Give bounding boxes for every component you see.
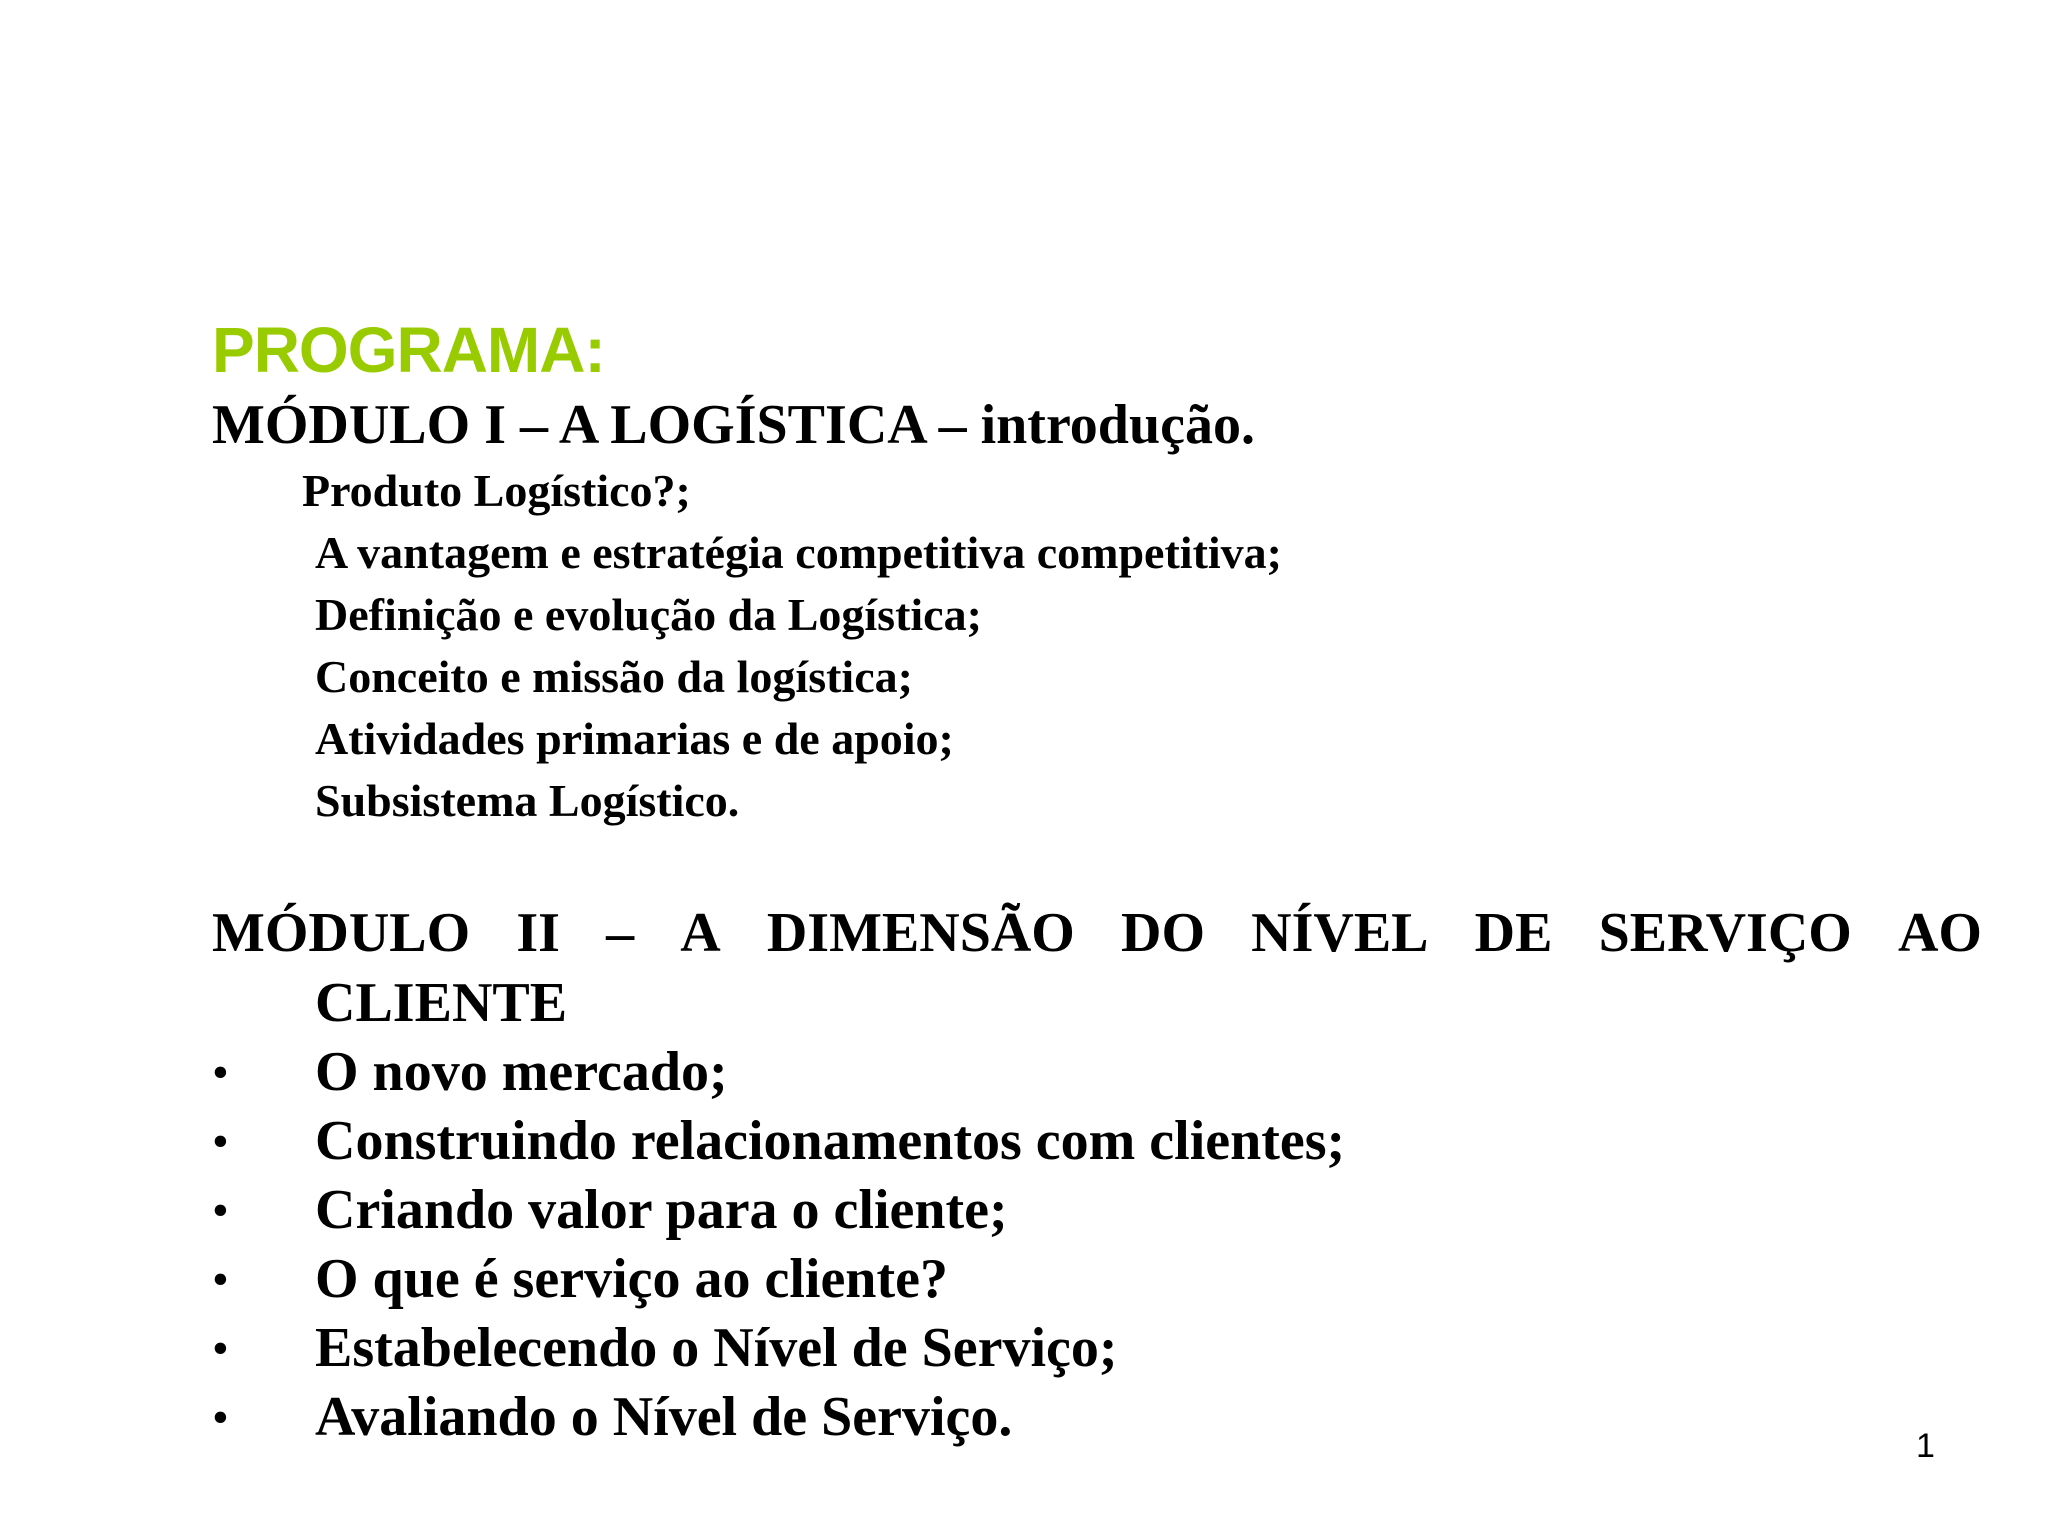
module-2-title-line-1 (212, 898, 1982, 968)
page-number: 1 (1916, 1427, 1935, 1465)
list-item (0, 1383, 2048, 1452)
module-2-title-word: DE (1474, 902, 1553, 964)
list-item (0, 1245, 2048, 1314)
slide-heading: PROGRAMA: (212, 314, 605, 386)
module-2-title-word: AO (1897, 902, 1982, 964)
bullet-text: Criando valor para o cliente; (315, 1179, 1008, 1241)
module-2-title-word: SERVIÇO (1598, 902, 1852, 964)
module-1-topic: Atividades primarias e de apoio; (315, 713, 954, 764)
module-1-topic: Definição e evolução da Logística; (315, 589, 982, 640)
module-1-topic: A vantagem e estratégia competitiva competitiva; (315, 527, 1282, 578)
bullet-icon: • (212, 1253, 229, 1306)
bullet-icon: • (212, 1115, 229, 1168)
list-item (0, 1107, 2048, 1176)
module-2-title-word: MÓDULO (212, 902, 471, 964)
bullet-text: Avaliando o Nível de Serviço. (315, 1386, 1013, 1448)
bullet-icon: • (212, 1391, 229, 1444)
module-1-topic: Subsistema Logístico. (315, 775, 740, 826)
bullet-text: Construindo relacionamentos com clientes; (315, 1110, 1346, 1172)
module-2-title-word: A (680, 902, 721, 964)
bullet-text: Estabelecendo o Nível de Serviço; (315, 1317, 1118, 1379)
module-2-title-line-2: CLIENTE (315, 972, 568, 1034)
module-1-title: MÓDULO I – A LOGÍSTICA – introdução. (212, 394, 1255, 456)
bullet-text: O que é serviço ao cliente? (315, 1248, 948, 1310)
module-2-title-word: – (606, 902, 635, 964)
module-1-topic: Produto Logístico?; (302, 465, 691, 516)
module-1-topic: Conceito e missão da logística; (315, 651, 913, 702)
list-item (0, 1038, 2048, 1107)
bullet-icon: • (212, 1184, 229, 1237)
module-2-title-word: DIMENSÃO (766, 902, 1075, 964)
list-item (0, 1314, 2048, 1383)
module-2-title (212, 898, 1982, 1038)
list-item (0, 1176, 2048, 1245)
module-2-title-word: DO (1121, 902, 1205, 964)
bullet-icon: • (212, 1046, 229, 1099)
bullet-icon: • (212, 1322, 229, 1375)
module-2-title-word: NÍVEL (1251, 902, 1429, 964)
bullet-text: O novo mercado; (315, 1041, 728, 1103)
module-2-title-word: II (516, 902, 560, 964)
